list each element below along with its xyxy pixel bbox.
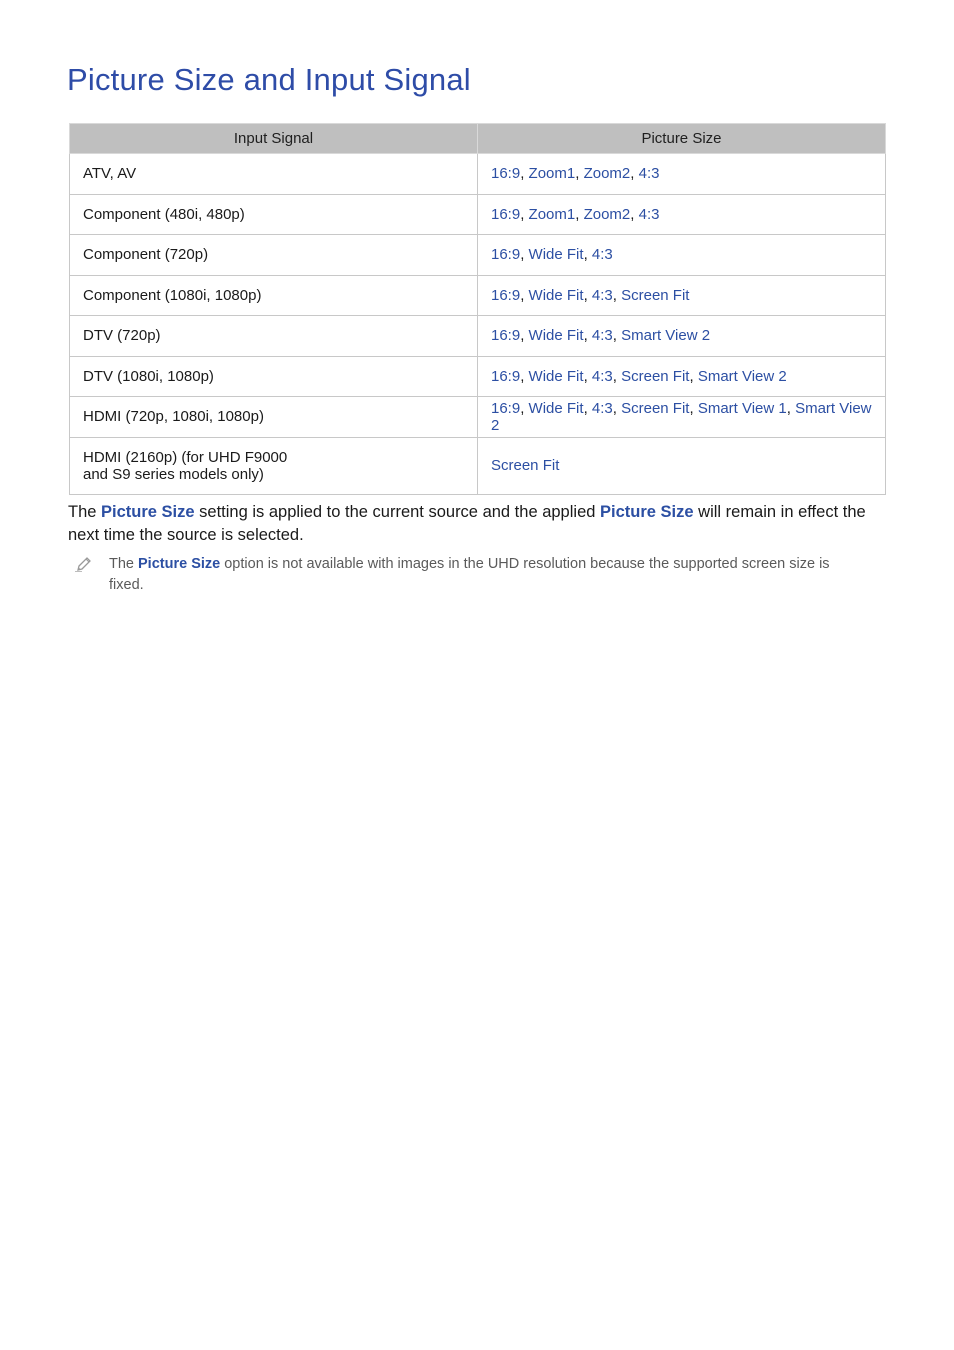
size-option: Zoom2 [583, 205, 631, 223]
note-text [109, 554, 864, 595]
size-option: 16:9 [491, 399, 521, 417]
size-option: Wide Fit [528, 327, 584, 345]
size-option: Zoom2 [583, 165, 631, 183]
table-row [70, 235, 886, 276]
input-signal-cell: Component (1080i, 1080p) [70, 275, 478, 316]
size-option: Screen Fit [621, 286, 690, 304]
table-row [70, 356, 886, 397]
pencil-note-icon [74, 554, 94, 574]
size-option: 4:3 [591, 286, 613, 304]
size-option: Smart View 2 [491, 399, 872, 434]
size-option: Screen Fit [621, 367, 690, 385]
size-option: Wide Fit [528, 399, 584, 417]
size-option: 16:9 [491, 246, 521, 264]
input-signal-cell: HDMI (720p, 1080i, 1080p) [70, 397, 478, 438]
picture-size-cell: 16:9, Zoom1, Zoom2, 4:3 [478, 154, 886, 195]
paragraph-text: The [68, 503, 102, 521]
input-signal-cell: Component (720p) [70, 235, 478, 276]
input-signal-cell: Component (480i, 480p) [70, 194, 478, 235]
note-block [74, 554, 864, 595]
input-signal-cell: ATV, AV [70, 154, 478, 195]
table-header-row [70, 124, 886, 154]
note-text-part: The [109, 556, 139, 572]
size-option: 4:3 [591, 399, 613, 417]
paragraph-text: will remain in effect the next time the source is selected. [68, 503, 866, 544]
picture-size-keyword: Picture Size [138, 556, 221, 572]
size-option: Smart View 2 [621, 327, 711, 345]
size-option: 16:9 [491, 327, 521, 345]
size-option: 16:9 [491, 205, 521, 223]
header-picture-size: Picture Size [478, 124, 886, 154]
size-option: Smart View 2 [697, 367, 787, 385]
picture-size-cell: 16:9, Wide Fit, 4:3, Smart View 2 [478, 316, 886, 357]
input-signal-line: HDMI (2160p) (for UHD F9000 [83, 448, 288, 466]
table-row [70, 275, 886, 316]
table-row [70, 437, 886, 494]
input-signal-cell [70, 437, 478, 494]
page-title: Picture Size and Input Signal [67, 62, 471, 97]
picture-size-cell: 16:9, Wide Fit, 4:3, Screen Fit, Smart View 1, Smart View 2 [478, 397, 886, 438]
size-option: Screen Fit [621, 399, 690, 417]
size-option: 16:9 [491, 165, 521, 183]
input-signal-line: and S9 series models only) [83, 465, 264, 483]
size-option: 16:9 [491, 286, 521, 304]
size-option: Wide Fit [528, 286, 584, 304]
input-signal-cell: DTV (720p) [70, 316, 478, 357]
picture-size-cell [478, 437, 886, 494]
note-text-part: option is not available with images in the UHD resolution because the supported screen size is fixed. [109, 556, 830, 593]
size-option: 4:3 [591, 246, 613, 264]
picture-size-table [69, 123, 886, 495]
size-option: Zoom1 [528, 205, 576, 223]
table-row [70, 316, 886, 357]
paragraph-text: setting is applied to the current source and the applied [194, 503, 601, 521]
size-option: Screen Fit [491, 457, 560, 474]
picture-size-keyword: Picture Size [600, 503, 694, 521]
table-row [70, 154, 886, 195]
table-row [70, 397, 886, 438]
header-input-signal: Input Signal [70, 124, 478, 154]
description-paragraph [68, 501, 868, 546]
size-option: Zoom1 [528, 165, 576, 183]
picture-size-cell: 16:9, Wide Fit, 4:3 [478, 235, 886, 276]
size-option: Wide Fit [528, 246, 584, 264]
picture-size-cell: 16:9, Wide Fit, 4:3, Screen Fit, Smart View 2 [478, 356, 886, 397]
size-option: 16:9 [491, 367, 521, 385]
picture-size-cell: 16:9, Zoom1, Zoom2, 4:3 [478, 194, 886, 235]
picture-size-keyword: Picture Size [101, 503, 195, 521]
size-option: 4:3 [591, 367, 613, 385]
size-option: Smart View 1 [697, 399, 787, 417]
size-option: Wide Fit [528, 367, 584, 385]
input-signal-cell: DTV (1080i, 1080p) [70, 356, 478, 397]
size-option: 4:3 [638, 205, 660, 223]
size-option: 4:3 [638, 165, 660, 183]
size-option: 4:3 [591, 327, 613, 345]
picture-size-cell: 16:9, Wide Fit, 4:3, Screen Fit [478, 275, 886, 316]
table-row [70, 194, 886, 235]
